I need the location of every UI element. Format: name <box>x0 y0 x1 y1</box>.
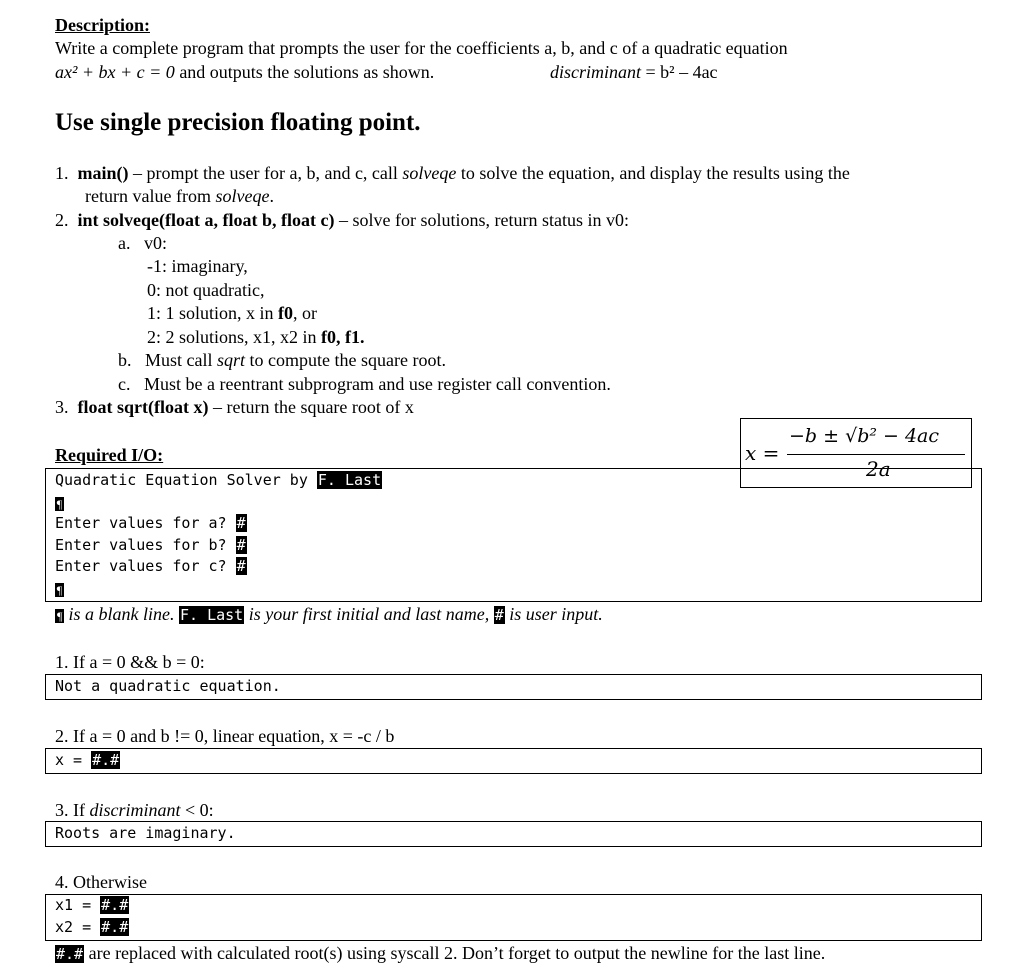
discriminant-label: discriminant <box>550 62 642 82</box>
quadratic-formula <box>740 418 972 488</box>
num: 3. <box>55 397 69 417</box>
discriminant-formula <box>550 61 718 83</box>
discriminant-expr: = b² – 4ac <box>641 62 718 82</box>
text: , or <box>293 303 318 323</box>
value-placeholder: #.# <box>101 918 129 936</box>
fraction-bar <box>787 454 965 455</box>
text: v0: <box>144 233 168 253</box>
solveqe-signature: int solveqe(float a, float b, float c) <box>77 210 335 230</box>
text: – prompt the user for a, b, and c, call <box>128 163 403 183</box>
requirement-3 <box>55 396 414 418</box>
text: Enter values for c? <box>55 557 236 575</box>
case-2-output <box>55 749 120 771</box>
footer-note <box>55 942 825 965</box>
pilcrow-icon: ¶ <box>56 497 63 511</box>
sub-b <box>118 349 446 371</box>
value-placeholder: #.# <box>56 945 84 963</box>
text: 2: 2 solutions, x1, x2 in <box>147 327 322 347</box>
prompt-c <box>55 555 247 577</box>
case-2-label: 2. If a = 0 and b != 0, linear equation, x = -c / b <box>55 726 395 746</box>
name-placeholder: F. Last <box>317 471 382 489</box>
num: 1. <box>55 163 69 183</box>
text: return value from <box>85 186 216 206</box>
input-placeholder: # <box>236 557 246 575</box>
blank-line-marker <box>55 577 64 599</box>
text: – return the square root of x <box>208 397 414 417</box>
label: c. <box>118 374 131 394</box>
description-line1: Write a complete program that prompts the user for the coefficients a, b, and c of a quadratic equation <box>55 38 788 58</box>
text: . <box>269 186 274 206</box>
formula-numerator: −b ± √b² − 4ac <box>789 425 940 447</box>
blank-line-marker <box>55 491 64 513</box>
text: Must be a reentrant subprogram and use register call convention. <box>144 374 611 394</box>
text: is a blank line. <box>64 604 179 624</box>
case-2-output-box <box>45 748 982 774</box>
reg: f0, f1 <box>321 327 361 347</box>
name-placeholder: F. Last <box>180 606 244 624</box>
text: x2 = <box>55 918 101 936</box>
text: 3. If <box>55 800 90 820</box>
prompt-b <box>55 534 247 556</box>
requirement-2 <box>55 209 629 231</box>
sub-a <box>118 232 167 254</box>
text: is your first initial and last name, <box>244 604 494 624</box>
text: to compute the square root. <box>245 350 446 370</box>
input-placeholder: # <box>236 536 246 554</box>
text: and outputs the solutions as shown. <box>174 62 435 82</box>
text: are replaced with calculated root(s) using syscall 2. Don’t forget to output the newline for the last line. <box>84 943 826 963</box>
pilcrow-icon: ¶ <box>56 609 63 623</box>
equation: ax² + bx + c = 0 <box>55 62 175 82</box>
text: to solve the equation, and display the results using the <box>456 163 850 183</box>
text: x = <box>55 751 92 769</box>
case-1-output: Not a quadratic equation. <box>55 677 281 695</box>
case-4-label: 4. Otherwise <box>55 872 147 892</box>
text: < 0: <box>180 800 214 820</box>
case-3-output: Roots are imaginary. <box>55 824 236 842</box>
label: a. <box>118 233 131 253</box>
io-heading: Required I/O: <box>55 445 164 465</box>
text: Must call <box>145 350 217 370</box>
input-placeholder: # <box>494 606 504 624</box>
value-placeholder: #.# <box>101 896 129 914</box>
sub-c <box>118 373 611 395</box>
case-4-output-x2 <box>55 916 129 938</box>
reg: f0 <box>278 303 294 323</box>
text: discriminant <box>89 800 181 820</box>
text: 1: 1 solution, x in <box>147 303 279 323</box>
v0-one-solution <box>147 302 317 324</box>
precision-note: Use single precision floating point. <box>55 109 421 136</box>
text: solveqe <box>402 163 457 183</box>
num: 2. <box>55 210 69 230</box>
text: sqrt <box>217 350 246 370</box>
text: Enter values for a? <box>55 514 236 532</box>
text: – solve for solutions, return status in v0: <box>334 210 629 230</box>
description-heading: Description: <box>55 15 150 35</box>
case-1-label: 1. If a = 0 && b = 0: <box>55 652 205 672</box>
io-title-line <box>55 469 382 491</box>
v0-not-quadratic: 0: not quadratic, <box>147 280 265 300</box>
case-4-output-x1 <box>55 894 129 916</box>
formula-lhs: x = <box>745 441 780 465</box>
text: solveqe <box>215 186 270 206</box>
io-caption <box>55 603 603 626</box>
label: b. <box>118 350 132 370</box>
input-placeholder: # <box>236 514 246 532</box>
pilcrow-icon: ¶ <box>56 583 63 597</box>
requirement-1-cont <box>85 185 274 207</box>
description-line2 <box>55 61 434 83</box>
text: Enter values for b? <box>55 536 236 554</box>
value-placeholder: #.# <box>92 751 120 769</box>
case-3-label <box>55 799 214 821</box>
v0-two-solutions <box>147 326 365 348</box>
requirement-1 <box>55 162 850 184</box>
text: is user input. <box>504 604 603 624</box>
case-4-output-box <box>45 894 982 941</box>
formula-denominator: 2a <box>866 457 891 481</box>
text: x1 = <box>55 896 101 914</box>
main-signature: main() <box>77 163 129 183</box>
text: Quadratic Equation Solver by <box>55 471 317 489</box>
text: . <box>360 327 365 347</box>
v0-imaginary: -1: imaginary, <box>147 256 248 276</box>
sqrt-signature: float sqrt(float x) <box>77 397 209 417</box>
prompt-a <box>55 512 247 534</box>
